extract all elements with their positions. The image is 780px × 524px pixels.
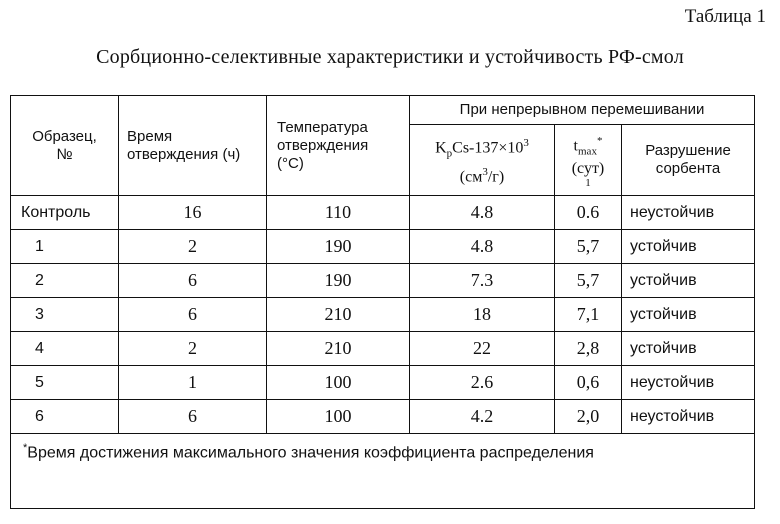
- cell-temp: 190: [267, 230, 410, 264]
- cell-stability: устойчив: [622, 264, 755, 298]
- footnote-row: [11, 434, 755, 509]
- cell-tmax: 2,8: [555, 332, 622, 366]
- cell-stability: неустойчив: [622, 400, 755, 434]
- cell-tmax: 5,7: [555, 230, 622, 264]
- cell-kp: 22: [410, 332, 555, 366]
- cell-time: 6: [119, 264, 267, 298]
- cell-time: 2: [119, 230, 267, 264]
- cell-tmax: 2,0: [555, 400, 622, 434]
- cell-time: 6: [119, 298, 267, 332]
- cell-stability: устойчив: [622, 298, 755, 332]
- data-table: [10, 95, 755, 509]
- cell-sample: 1: [11, 230, 119, 264]
- cell-tmax: 0,6: [555, 366, 622, 400]
- cell-time: 2: [119, 332, 267, 366]
- cell-sample: 3: [11, 298, 119, 332]
- header-cure-temp: Температура отверждения (°C): [267, 96, 410, 196]
- header-group-mixing: При непрерывном перемешивании: [410, 96, 755, 125]
- header-kp: $K_pCs-137\times 10^3$ $(см^3/г)$: [410, 125, 555, 196]
- header-cure-time: Время отверждения (ч): [119, 96, 267, 196]
- header-destruction: Разрушение сорбента: [622, 125, 755, 196]
- cell-kp: 4.2: [410, 400, 555, 434]
- cell-kp: 4.8: [410, 230, 555, 264]
- cell-sample: 2: [11, 264, 119, 298]
- footnote: [11, 434, 755, 509]
- table-row: [11, 400, 755, 434]
- cell-stability: устойчив: [622, 230, 755, 264]
- cell-tmax: 0.6: [555, 196, 622, 230]
- cell-sample: 5: [11, 366, 119, 400]
- table-row: [11, 196, 755, 230]
- cell-kp: 7.3: [410, 264, 555, 298]
- table-row: [11, 230, 755, 264]
- cell-temp: 210: [267, 298, 410, 332]
- header-tmax: $t_{max}^*$ (сут) 1: [555, 125, 622, 196]
- cell-sample: 4: [11, 332, 119, 366]
- cell-time: 6: [119, 400, 267, 434]
- header-sample: Образец, №: [11, 96, 119, 196]
- cell-stability: устойчив: [622, 332, 755, 366]
- cell-temp: 110: [267, 196, 410, 230]
- footnote-text: Время достижения максимального значения коэффициента распределения: [27, 444, 594, 462]
- table-row: [11, 332, 755, 366]
- table-row: [11, 366, 755, 400]
- cell-temp: 100: [267, 400, 410, 434]
- cell-temp: 100: [267, 366, 410, 400]
- cell-time: 16: [119, 196, 267, 230]
- cell-kp: 18: [410, 298, 555, 332]
- cell-kp: 4.8: [410, 196, 555, 230]
- cell-temp: 210: [267, 332, 410, 366]
- cell-sample: Контроль: [11, 196, 119, 230]
- cell-sample: 6: [11, 400, 119, 434]
- table-row: [11, 298, 755, 332]
- cell-tmax: 7,1: [555, 298, 622, 332]
- table-label: Таблица 1: [684, 6, 766, 27]
- cell-tmax: 5,7: [555, 264, 622, 298]
- cell-time: 1: [119, 366, 267, 400]
- cell-kp: 2.6: [410, 366, 555, 400]
- cell-temp: 190: [267, 264, 410, 298]
- cell-stability: неустойчив: [622, 196, 755, 230]
- cell-stability: неустойчив: [622, 366, 755, 400]
- table-title: Сорбционно-селективные характеристики и устойчивость РФ-смол: [96, 46, 684, 68]
- footnote-star: *: [23, 442, 28, 454]
- table-row: [11, 264, 755, 298]
